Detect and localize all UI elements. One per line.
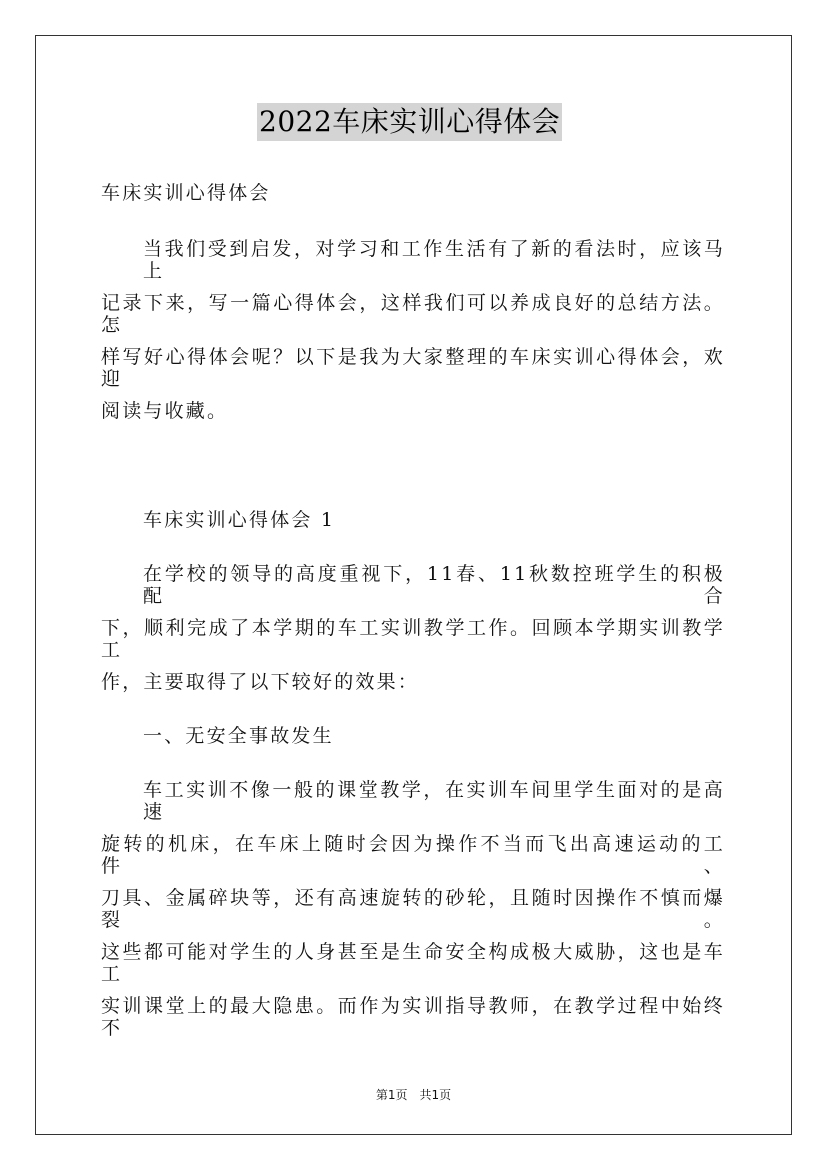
page-number: 第1页 共1页 [375,1088,452,1102]
section-heading: 车床实训心得体会 [101,182,271,204]
paragraph-line: 样写好心得体会呢？以下是我为大家整理的车床实训心得体会，欢迎 [101,346,725,390]
paragraph-line: 旋转的机床，在车床上随时会因为操作不当而飞出高速运动的工件、 [101,833,725,877]
paragraph-line: 记录下来，写一篇心得体会，这样我们可以养成良好的总结方法。怎 [101,292,725,336]
paragraph-line: 阅读与收藏。 [101,400,229,422]
paragraph-line: 实训课堂上的最大隐患。而作为实训指导教师，在教学过程中始终不 [101,995,725,1039]
subsection-heading: 车床实训心得体会 1 [143,509,336,531]
paragraph-line: 在学校的领导的高度重视下，11春、11秋数控班学生的积极配合 [143,563,725,607]
list-heading: 一、无安全事故发生 [143,725,334,747]
paragraph-line: 刀具、金属碎块等，还有高速旋转的砂轮，且随时因操作不慎而爆裂。 [101,887,725,931]
document-title: 2022车床实训心得体会 [257,103,562,141]
paragraph-line: 下，顺利完成了本学期的车工实训教学工作。回顾本学期实训教学工 [101,617,725,661]
paragraph-line: 作，主要取得了以下较好的效果： [101,671,420,693]
paragraph-line: 车工实训不像一般的课堂教学，在实训车间里学生面对的是高速 [143,779,725,823]
paragraph-line: 当我们受到启发，对学习和工作生活有了新的看法时，应该马上 [143,238,725,282]
paragraph-line: 这些都可能对学生的人身甚至是生命安全构成极大威胁，这也是车工 [101,941,725,985]
